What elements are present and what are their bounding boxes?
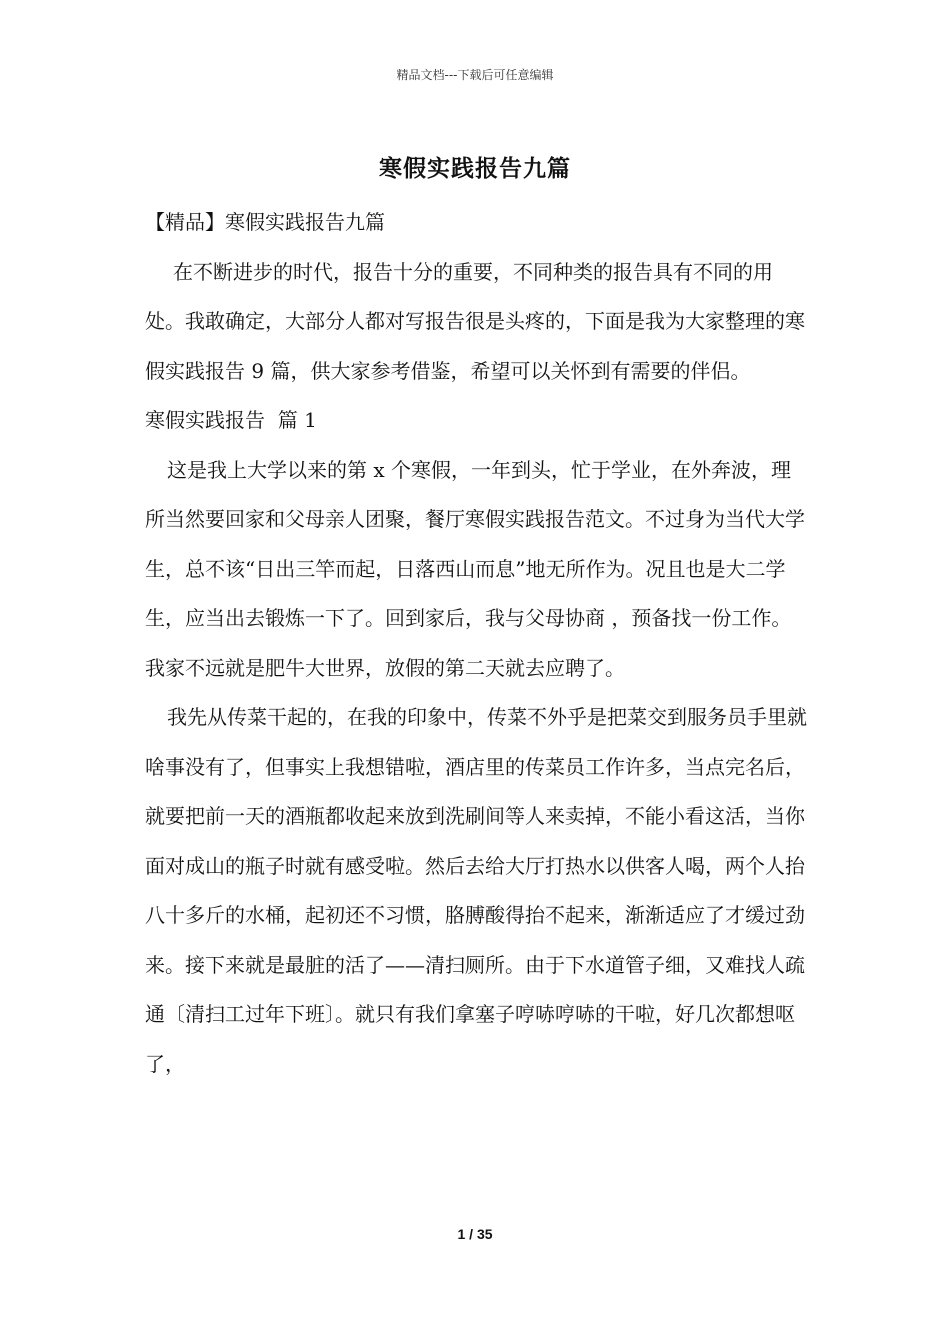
subtitle: 【精品】寒假实践报告九篇 [145, 210, 385, 234]
document-title: 寒假实践报告九篇 [379, 155, 571, 182]
page-header: 精品文档---下载后可任意编辑 [396, 68, 554, 82]
total-pages: 35 [476, 1226, 493, 1242]
document-body [145, 198, 810, 1089]
page-number [0, 1226, 950, 1242]
intro-paragraph: 在不断进步的时代，报告十分的重要，不同种类的报告具有不同的用处。我敢确定，大部分人都对写报告很是头疼的，下面是我为大家整理的寒假实践报告 9 篇，供大家参考借鉴，希望可以关怀到有需要的伴侣。 [145, 259, 805, 383]
body-paragraph-1: 这是我上大学以来的第 x 个寒假，一年到头，忙于学业，在外奔波，理所当然要回家和父母亲人团聚，餐厅寒假实践报告范文。不过身为当代大学生，总不该“日出三竿而起，日落西山而息”地无所作为。况且也是大二学生，应当出去锻炼一下了。回到家后，我与父母协商 ，预备找一份工作。我家不远就是肥牛大世界，放假的第二天就去应聘了。 [145, 457, 805, 680]
current-page: 1 [457, 1226, 466, 1242]
section-heading: 寒假实践报告 篇 1 [145, 408, 317, 432]
page-separator: / [465, 1226, 477, 1242]
body-paragraph-2: 我先从传菜干起的，在我的印象中，传菜不外乎是把菜交到服务员手里就啥事没有了，但事实上我想错啦，酒店里的传菜员工作许多，当点完名后，就要把前一天的酒瓶都收起来放到洗刷间等人来卖掉，不能小看这活，当你面对成山的瓶子时就有感受啦。然后去给大厅打热水以供客人喝，两个人抬八十多斤的水桶，起初还不习惯，胳膊酸得抬不起来，渐渐适应了才缓过劲来。接下来就是最脏的活了——清扫厕所。由于下水道管子细，又难找人疏通〔清扫工过年下班〕。就只有我们拿塞子哼哧哼哧的干啦，好几次都想呕了， [145, 705, 807, 1076]
